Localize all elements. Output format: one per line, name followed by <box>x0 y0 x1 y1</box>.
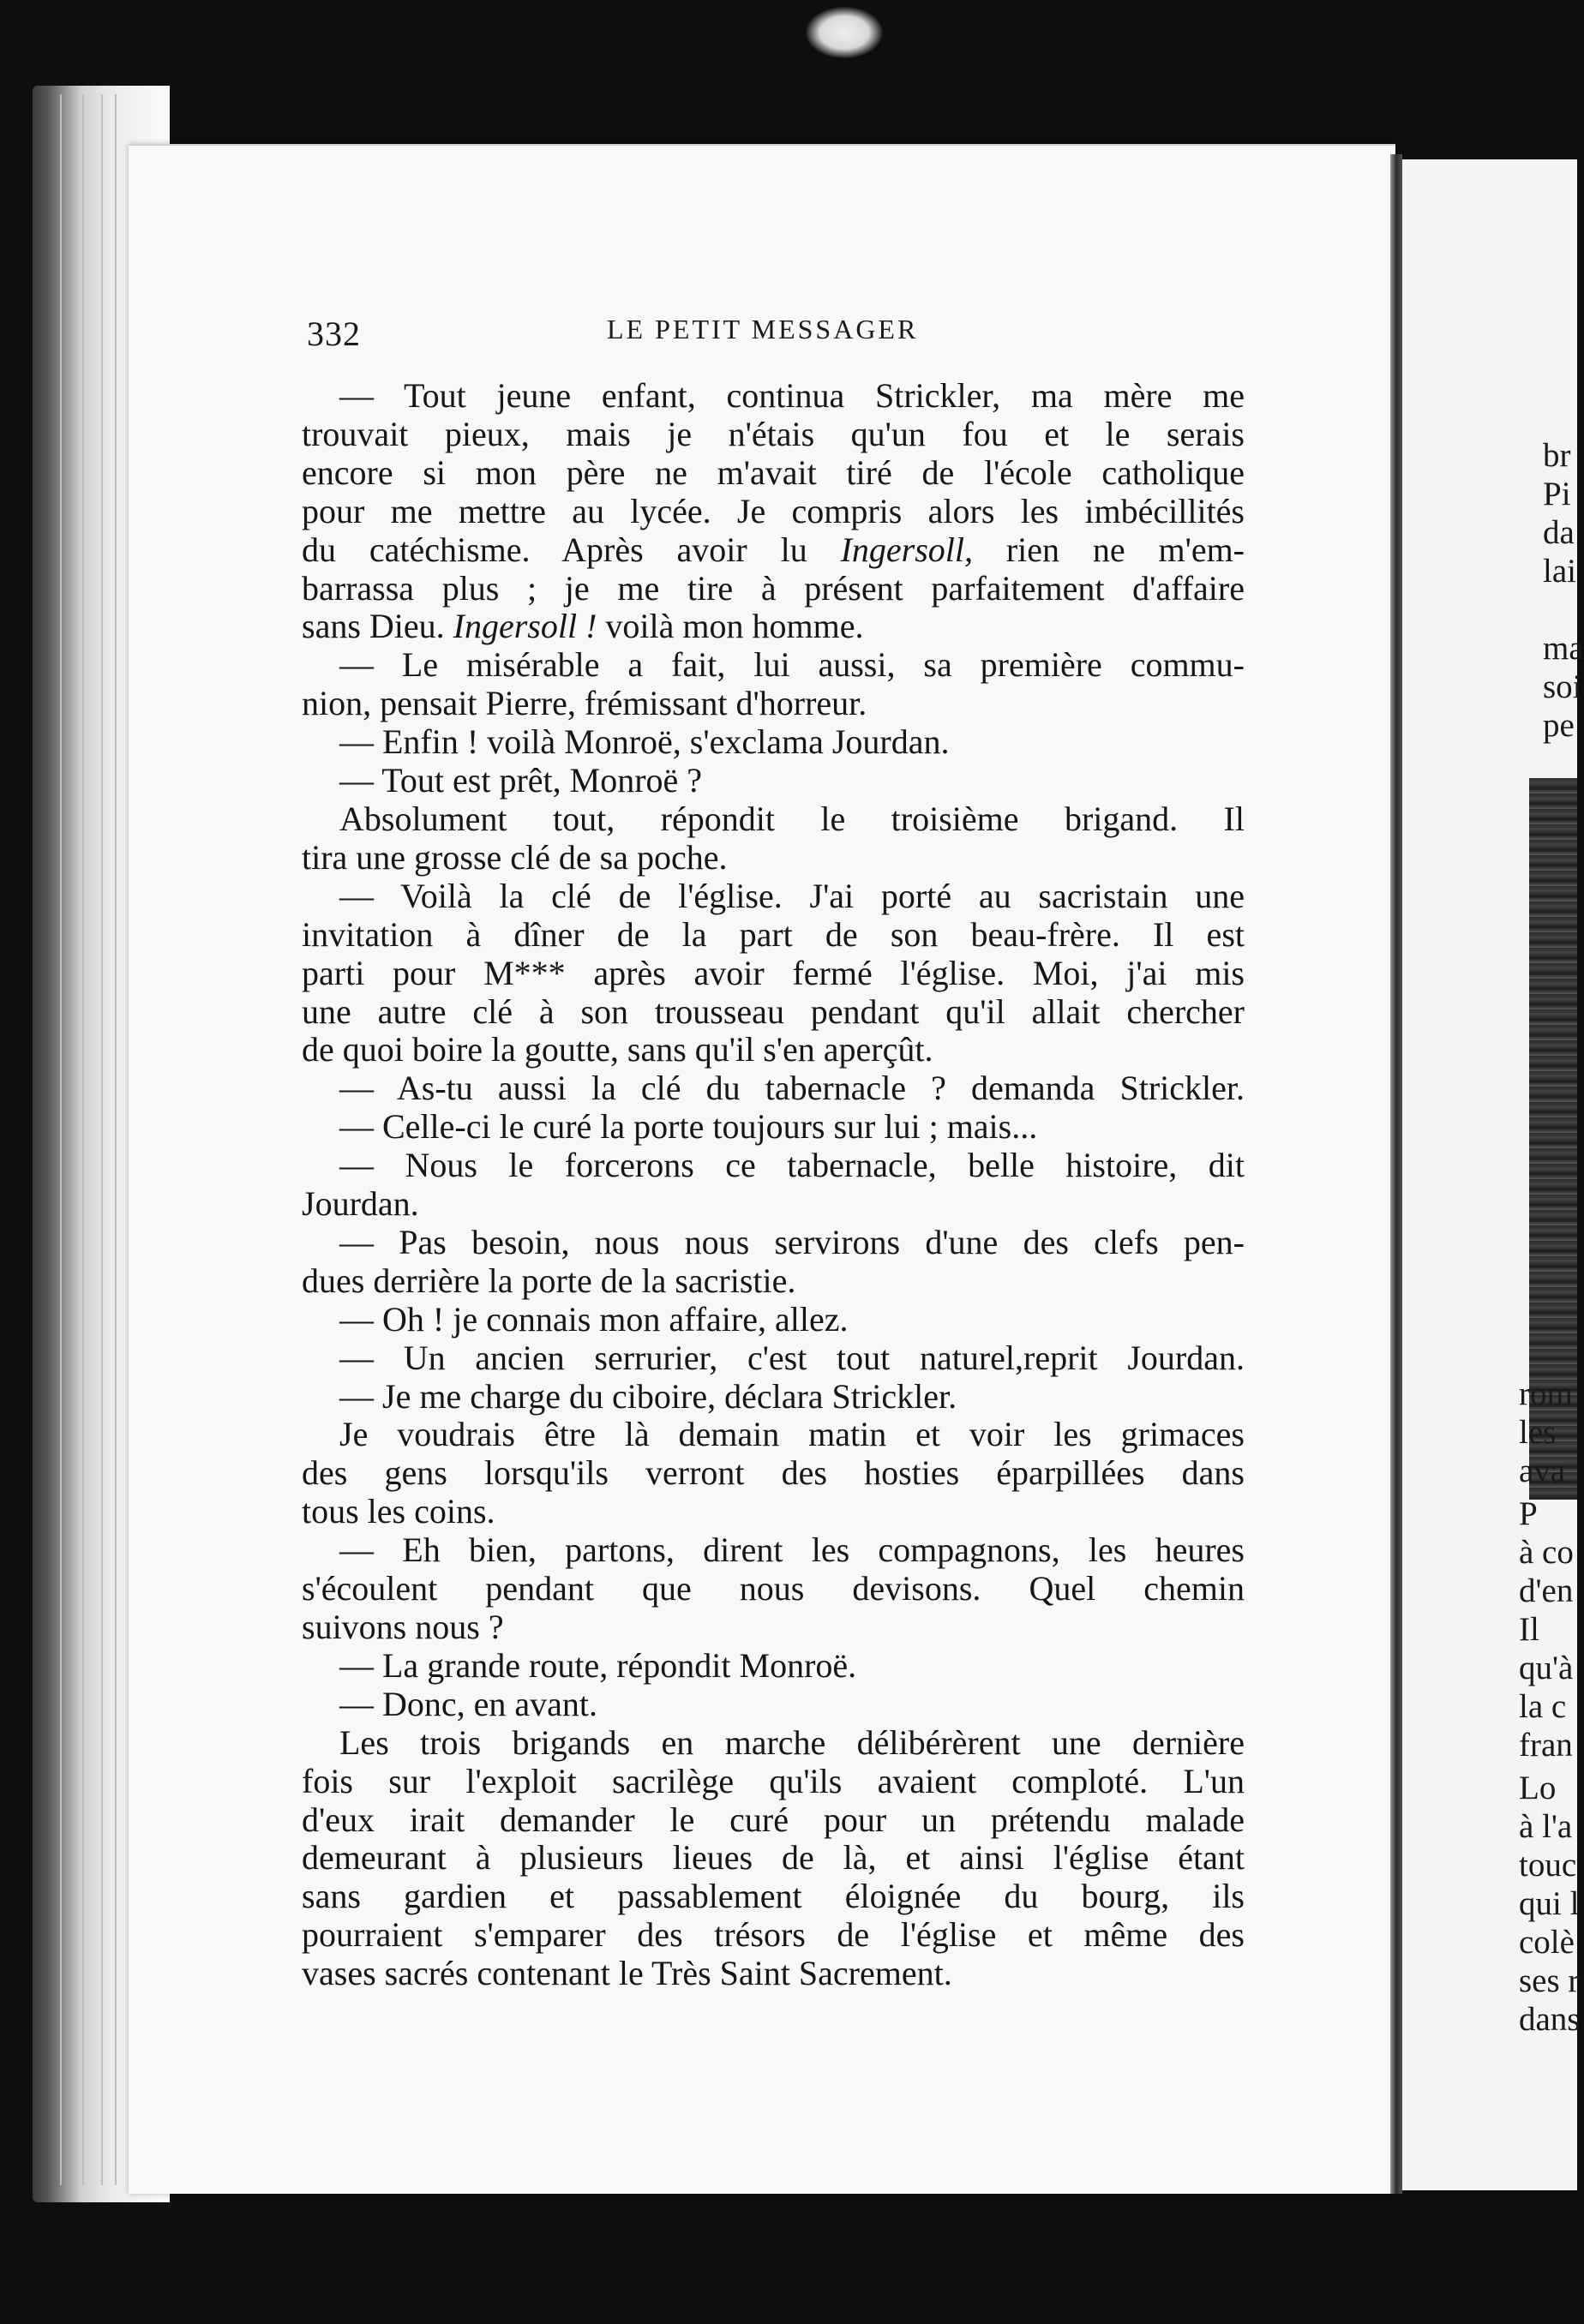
text-line <box>302 1069 1245 1108</box>
book-gutter <box>1390 154 1402 2194</box>
text-line <box>302 762 1245 800</box>
text-run: dues derrière la porte de la sacristie. <box>302 1261 796 1300</box>
text-line <box>302 1955 1245 1993</box>
text-run: sans Dieu. <box>302 607 453 646</box>
text-run: parti pour M*** après avoir fermé l'église. Moi, j'ai mis <box>302 953 1245 992</box>
text-run: nion, pensait Pierre, frémissant d'horreur. <box>302 684 867 723</box>
right-page-fragment: Lo <box>1519 1770 1557 1806</box>
text-line <box>302 1339 1245 1378</box>
right-page-fragment: à co <box>1519 1534 1574 1571</box>
text-line <box>302 1570 1245 1608</box>
text-line <box>302 1686 1245 1724</box>
right-page-fragment: touc <box>1519 1847 1577 1884</box>
text-line <box>302 723 1245 762</box>
right-page-fragment: ses r <box>1519 1962 1580 1999</box>
text-line <box>302 1647 1245 1686</box>
right-page-fragment: da <box>1543 514 1575 551</box>
text-line <box>302 1185 1245 1224</box>
text-line <box>302 377 1245 416</box>
text-line <box>302 1801 1245 1840</box>
text-run: Je voudrais être là demain matin et voir les grimaces <box>339 1415 1245 1454</box>
text-run: — Voilà la clé de l'église. J'ai porté au sacristain une <box>339 876 1245 915</box>
right-page-fragment: ava <box>1519 1452 1566 1489</box>
text-run: demeurant à plusieurs lieues de là, et ainsi l'église étant <box>302 1838 1245 1878</box>
text-line <box>302 1454 1245 1493</box>
text-run: tira une grosse clé de sa poche. <box>302 837 728 877</box>
text-run: — Je me charge du ciboire, déclara Strickler. <box>339 1376 957 1416</box>
text-run: suivons nous ? <box>302 1608 504 1646</box>
text-line <box>302 1763 1245 1801</box>
page-header <box>307 314 1241 356</box>
right-page-fragment: qui l <box>1519 1885 1580 1922</box>
text-line <box>302 1416 1245 1454</box>
text-run: vases sacrés contenant le Très Saint Sacrement. <box>302 1954 952 1993</box>
right-page-fragment: colè <box>1519 1924 1575 1961</box>
text-run: fois sur l'exploit sacrilège qu'ils avaient comploté. L'un <box>302 1761 1245 1800</box>
text-line <box>302 1531 1245 1570</box>
text-run: encore si mon père ne m'avait tiré de l'école catholique <box>302 452 1245 492</box>
text-line <box>302 839 1245 877</box>
text-line <box>302 916 1245 955</box>
text-line <box>302 1262 1245 1301</box>
text-line <box>302 1916 1245 1955</box>
text-run: barrassa plus ; je me tire à présent parfaitement d'affaire <box>302 568 1245 608</box>
text-run: — Pas besoin, nous nous servirons d'une des clefs pen- <box>339 1222 1245 1261</box>
right-page-fragment: br <box>1543 437 1571 474</box>
text-run: — Enfin ! voilà Monroë, s'exclama Jourdan. <box>339 722 950 762</box>
text-line <box>302 454 1245 493</box>
body-text <box>302 377 1245 1993</box>
text-run: rien ne m'em- <box>973 530 1245 569</box>
text-run: — La grande route, répondit Monroë. <box>339 1645 857 1685</box>
text-run: Les trois brigands en marche délibérèrent une dernière <box>339 1722 1245 1762</box>
text-run: — Celle-ci le curé la porte toujours sur lui ; mais... <box>339 1107 1038 1147</box>
text-run: — Tout est prêt, Monroë ? <box>339 761 703 800</box>
text-run: — Tout jeune enfant, continua Strickler, ma mère me <box>339 376 1245 415</box>
text-line <box>302 993 1245 1032</box>
text-run: pourraient s'emparer des trésors de l'église et même des <box>302 1915 1245 1955</box>
right-page-fragment: P <box>1519 1495 1538 1532</box>
right-page-fragment: d'en <box>1519 1572 1574 1609</box>
right-page-fragment: qu'à <box>1519 1650 1574 1686</box>
page-edge-line <box>60 94 62 2185</box>
text-line <box>302 685 1245 723</box>
text-run: Absolument tout, répondit le troisième brigand. Il <box>339 799 1245 838</box>
text-run: Jourdan. <box>302 1184 419 1224</box>
text-line <box>302 1493 1245 1531</box>
text-line <box>302 1878 1245 1916</box>
text-run: de quoi boire la goutte, sans qu'il s'en aperçût. <box>302 1030 933 1069</box>
page-edge-line <box>101 94 103 2185</box>
page-number: 332 <box>307 314 361 353</box>
text-run: — Un ancien serrurier, c'est tout naturel,reprit Jourdan. <box>339 1338 1245 1377</box>
text-line <box>302 1378 1245 1417</box>
italic-text-run: Ingersoll, <box>840 530 973 569</box>
text-line <box>302 1301 1245 1339</box>
right-page-fragment: lai <box>1543 553 1576 590</box>
text-line <box>302 1108 1245 1147</box>
text-run: tous les coins. <box>302 1492 495 1531</box>
text-line <box>302 531 1245 570</box>
text-run: — Le misérable a fait, lui aussi, sa première commu- <box>339 645 1245 685</box>
text-run: d'eux irait demander le curé pour un prétendu malade <box>302 1800 1245 1839</box>
right-page-fragment: dans <box>1519 2001 1581 2038</box>
text-line <box>302 608 1245 646</box>
text-run: — Oh ! je connais mon affaire, allez. <box>339 1299 849 1339</box>
right-page-fragment: Pi <box>1543 476 1571 512</box>
text-line <box>302 1839 1245 1878</box>
right-page-fragment: fran <box>1519 1727 1573 1764</box>
text-line <box>302 877 1245 916</box>
right-page-fragment: Il <box>1519 1611 1539 1648</box>
text-run: s'écoulent pendant que nous devisons. Quel chemin <box>302 1569 1245 1608</box>
text-line <box>302 646 1245 685</box>
text-run: voilà mon homme. <box>597 607 864 646</box>
text-run: — Eh bien, partons, dirent les compagnons, les heures <box>339 1530 1245 1570</box>
page-edge-line <box>82 94 84 2185</box>
right-page-fragment: les <box>1519 1414 1557 1451</box>
text-run: des gens lorsqu'ils verront des hosties éparpillées dans <box>302 1453 1245 1493</box>
text-run: — As-tu aussi la clé du tabernacle ? demanda Strickler. <box>339 1069 1245 1108</box>
text-run: sans gardien et passablement éloignée du bourg, ils <box>302 1877 1245 1916</box>
text-run: une autre clé à son trousseau pendant qu'il allait chercher <box>302 991 1245 1031</box>
text-line <box>302 570 1245 608</box>
right-page-fragment: rom <box>1519 1375 1573 1412</box>
text-line <box>302 416 1245 454</box>
page-edge-line <box>115 94 117 2185</box>
text-line <box>302 1031 1245 1069</box>
text-line <box>302 1224 1245 1262</box>
text-run: du catéchisme. Après avoir lu <box>302 530 841 569</box>
text-line <box>302 493 1245 531</box>
text-line <box>302 1608 1245 1647</box>
italic-text-run: Ingersoll ! <box>453 607 597 646</box>
text-run: pour me mettre au lycée. Je compris alors les imbécillités <box>302 491 1245 530</box>
text-line <box>302 1147 1245 1185</box>
text-run: trouvait pieux, mais je n'étais qu'un fou et le serais <box>302 414 1245 453</box>
right-page-fragment: soi <box>1543 668 1582 705</box>
text-line <box>302 1724 1245 1763</box>
text-run: invitation à dîner de la part de son beau-frère. Il est <box>302 914 1245 954</box>
page-top-blemish <box>806 7 883 58</box>
running-title: LE PETIT MESSAGER <box>607 314 919 344</box>
right-page-fragment: à l'a <box>1519 1808 1573 1845</box>
right-page-fragment: pe <box>1543 707 1575 744</box>
right-page-fragment: ma <box>1543 630 1584 667</box>
right-page-fragment: la c <box>1519 1688 1567 1725</box>
text-line <box>302 955 1245 993</box>
text-line <box>302 800 1245 839</box>
text-run: — Nous le forcerons ce tabernacle, belle histoire, dit <box>339 1146 1245 1185</box>
text-run: — Donc, en avant. <box>339 1684 598 1723</box>
